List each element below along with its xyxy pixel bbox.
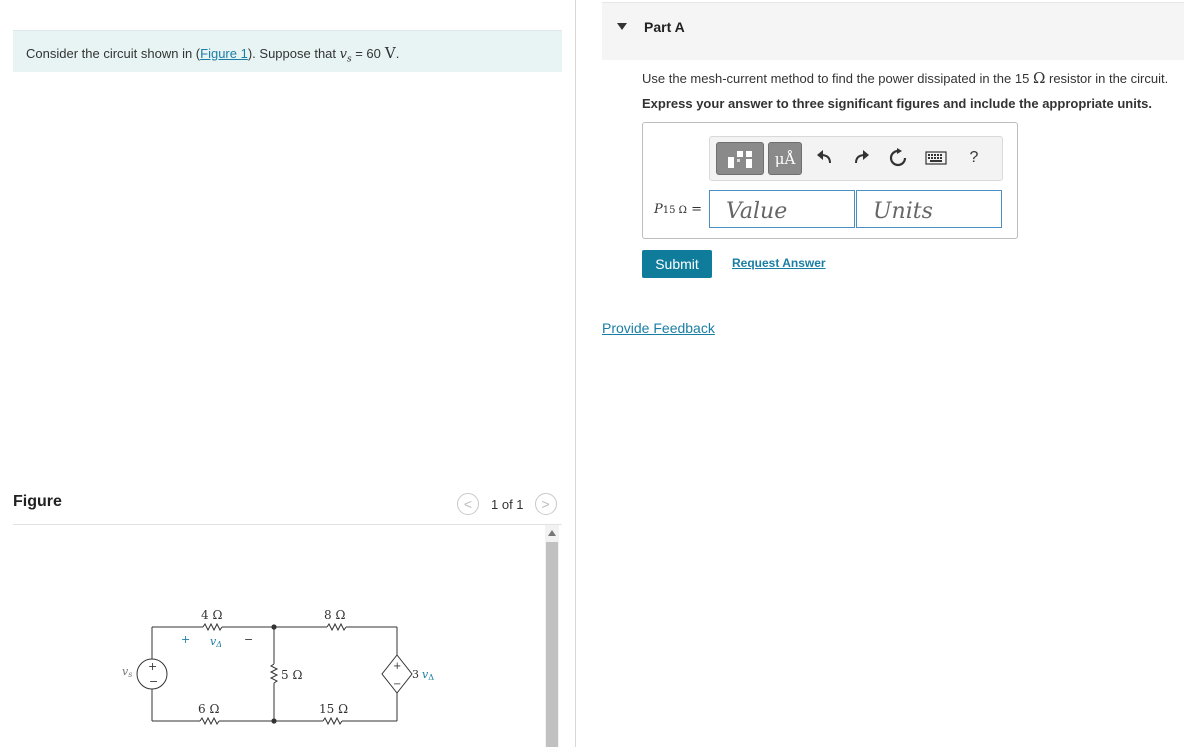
submit-button[interactable]: Submit — [642, 250, 712, 278]
figure-pager — [457, 492, 557, 516]
figure-link[interactable]: Figure 1 — [200, 46, 248, 61]
keyboard-button[interactable] — [924, 147, 948, 169]
label-4-ohm: 4 Ω — [201, 608, 223, 622]
problem-statement — [13, 30, 562, 72]
scroll-up-icon[interactable] — [548, 530, 556, 536]
resistor-6-symbol — [200, 718, 219, 724]
figure-scrollbar[interactable] — [545, 525, 559, 747]
caret-down-icon[interactable] — [617, 23, 627, 30]
scroll-thumb[interactable] — [546, 542, 558, 747]
figure-viewport — [13, 525, 543, 747]
part-header[interactable] — [602, 2, 1184, 60]
prev-figure-button[interactable] — [457, 493, 479, 515]
undo-button[interactable] — [814, 147, 836, 169]
next-figure-button[interactable] — [535, 493, 557, 515]
source-plus: + — [148, 660, 158, 673]
node-dot — [271, 718, 276, 723]
provide-feedback-link[interactable]: Provide Feedback — [602, 320, 715, 336]
templates-icon — [725, 148, 755, 170]
source-unit: V — [384, 44, 396, 62]
source-minus: − — [149, 675, 159, 688]
panel-divider — [575, 0, 576, 747]
templates-button[interactable] — [716, 142, 764, 175]
answer-box — [642, 122, 1018, 239]
dep-source-label: 3 vΔ — [412, 668, 434, 682]
question-prompt: Use the mesh-current method to find the power dissipated in the 15 Ω resistor in the circuit. — [642, 69, 1169, 87]
source-value: = 60 — [351, 46, 381, 61]
answer-variable-label: P15 Ω = — [654, 202, 702, 217]
dep-minus: − — [393, 679, 402, 690]
problem-end: . — [395, 46, 400, 61]
help-button[interactable] — [963, 147, 985, 169]
resistor-5-symbol — [271, 664, 277, 683]
left-panel — [0, 0, 575, 747]
units-button[interactable] — [768, 142, 802, 175]
label-8-ohm: 8 Ω — [324, 608, 346, 622]
request-answer-link[interactable]: Request Answer — [732, 256, 826, 270]
math-toolbar — [709, 136, 1003, 181]
vdelta-label: vΔ — [210, 635, 222, 649]
figure-title: Figure — [13, 493, 62, 510]
help-icon: ? — [969, 149, 979, 166]
vdelta-plus: + — [181, 633, 191, 646]
problem-text-middle: ). Suppose that — [247, 46, 340, 61]
part-title: Part A — [644, 19, 685, 35]
label-6-ohm: 6 Ω — [198, 702, 220, 716]
problem-text: Consider the circuit shown in ( — [26, 46, 201, 61]
redo-icon — [852, 149, 870, 167]
reset-icon — [888, 148, 908, 168]
answer-instruction: Express your answer to three significant figures and include the appropriate units. — [642, 96, 1152, 111]
node-dot — [271, 624, 276, 629]
resistor-15-symbol — [323, 718, 342, 724]
source-label: vs — [122, 665, 133, 679]
resistor-4-symbol — [203, 624, 222, 630]
units-label: μÅ — [774, 149, 796, 168]
keyboard-icon — [925, 151, 947, 165]
label-5-ohm: 5 Ω — [281, 668, 303, 682]
pager-count: 1 of 1 — [491, 496, 524, 512]
units-input[interactable] — [856, 190, 1002, 228]
redo-button[interactable] — [850, 147, 872, 169]
source-variable: $v_s$ — [339, 47, 352, 65]
chevron-right-icon: > — [541, 496, 550, 512]
value-input[interactable] — [709, 190, 855, 228]
resistor-8-symbol — [327, 624, 346, 630]
vdelta-minus: − — [244, 633, 254, 646]
dep-plus: + — [393, 661, 402, 672]
undo-icon — [816, 149, 834, 167]
chevron-left-icon: < — [463, 496, 473, 512]
reset-button[interactable] — [887, 147, 909, 169]
circuit-diagram — [13, 525, 543, 747]
label-15-ohm: 15 Ω — [319, 702, 349, 716]
